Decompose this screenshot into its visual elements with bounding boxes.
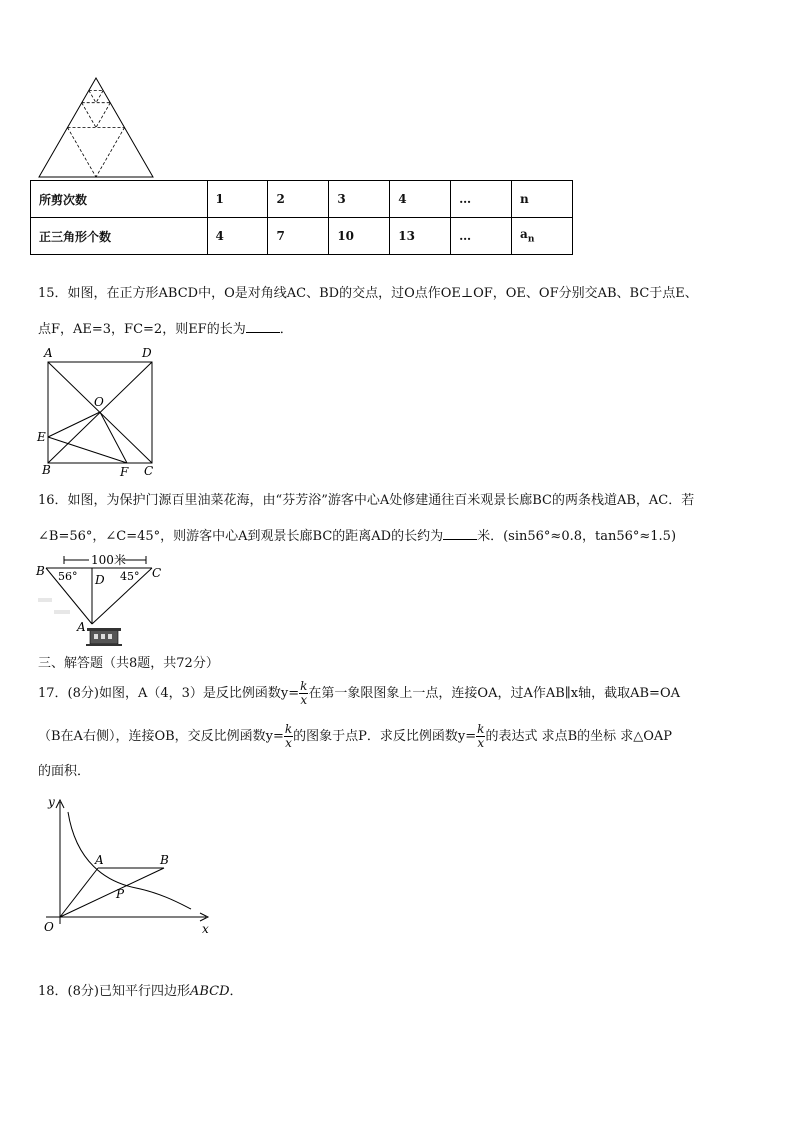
origin-label: O: [44, 920, 54, 934]
q16-line2-end: 米．(sin56°≈0.8，tan56°≈1.5): [477, 529, 677, 544]
q17-text: 的表达式 求点B的坐标 求△OAP: [485, 728, 673, 744]
q17-text: 的图象于点P．求反比例函数y=: [293, 728, 477, 744]
label-B: B: [42, 463, 51, 477]
section-heading: 三、解答题（共8题，共72分）: [38, 656, 219, 671]
label-O: O: [94, 395, 104, 409]
q18-line: [38, 985, 760, 998]
distance-label: 100米: [91, 553, 126, 567]
frac-num: k: [300, 678, 308, 693]
table-cell: 正三角形个数: [31, 218, 208, 255]
point-P-label: P: [116, 887, 125, 901]
q16-line2-text: ∠B=56°，∠C=45°，则游客中心A到观景长廊BC的距离AD的长约为: [38, 529, 444, 544]
label-C: C: [144, 464, 154, 478]
axis-y-label: y: [48, 795, 55, 809]
table-row: [31, 181, 573, 218]
q16-line2: [38, 527, 760, 543]
label-F: F: [120, 465, 129, 479]
table-cell: …: [451, 218, 512, 255]
fraction-k-over-x: [299, 680, 308, 706]
table-cell: 7: [268, 218, 329, 255]
inverse-function-figure: [36, 792, 216, 936]
angle-C-label: 45°: [120, 570, 140, 583]
table-cell: 4: [390, 181, 451, 218]
q17-text: 17．(8分)如图，A（4，3）是反比例函数y=: [38, 685, 300, 701]
q16-line1: 16．如图，为保护门源百里油菜花海，由“芬芳浴”游客中心A处修建通往百米观景长廊BC的两条栈道AB，AC．若: [38, 493, 695, 508]
table-cell: n: [512, 181, 573, 218]
q17-line3: 的面积．: [38, 764, 91, 779]
table-cell: 1: [207, 181, 268, 218]
point-B-label: B: [160, 853, 169, 867]
q18-math: ABCD: [189, 984, 230, 999]
table-cell: 3: [329, 181, 390, 218]
q17-text: （B在A右侧），连接OB，交反比例函数y=: [38, 728, 284, 744]
a-n-subscript: n: [527, 234, 535, 245]
axis-x-label: x: [202, 922, 209, 936]
label-C: C: [152, 566, 162, 580]
q15-line2-text: 点F，AE=3，FC=2，则EF的长为: [38, 322, 246, 337]
q18-text: 18．(8分)已知平行四边形: [38, 984, 190, 999]
table-cell: [512, 218, 573, 255]
label-D: D: [142, 346, 152, 360]
frac-den: x: [300, 692, 308, 707]
table-cell: …: [451, 181, 512, 218]
label-A: A: [44, 346, 53, 360]
label-D: D: [95, 573, 105, 587]
frac-num: k: [284, 721, 293, 736]
answer-blank: [246, 320, 280, 333]
label-B: B: [36, 564, 45, 578]
fraction-k-over-x: [476, 723, 485, 749]
triangle-figure: [36, 74, 158, 180]
q17-line2: [38, 719, 760, 753]
frac-num: k: [477, 721, 485, 736]
cut-count-table: [30, 180, 573, 255]
q17-line1: [38, 678, 760, 708]
table-cell: 13: [390, 218, 451, 255]
answer-blank: [443, 527, 477, 540]
q15-line2-end: ．: [279, 322, 293, 337]
frac-den: x: [285, 735, 292, 750]
point-A-label: A: [95, 853, 104, 867]
label-A: A: [77, 620, 86, 634]
fraction-k-over-x: [284, 723, 293, 749]
q15-line2: [38, 320, 760, 336]
walkway-figure: [34, 548, 174, 650]
q15-line1: 15．如图，在正方形ABCD中，O是对角线AC、BD的交点，过O点作OE⊥OF，OE、OF分别交AB、BC于点E、: [38, 286, 698, 301]
q18-end: ．: [229, 984, 243, 999]
table-cell: 2: [268, 181, 329, 218]
table-row: [31, 218, 573, 255]
a-n-symbol: a: [520, 227, 528, 242]
q17-text: 在第一象限图象上一点，连接OA，过A作AB∥x轴，截取AB=OA: [308, 685, 680, 701]
table-cell: 4: [207, 218, 268, 255]
visitor-center-icon: [86, 628, 122, 646]
angle-B-label: 56°: [58, 570, 78, 583]
table-cell: 所剪次数: [31, 181, 208, 218]
square-figure: [34, 343, 164, 479]
frac-den: x: [477, 735, 485, 750]
label-E: E: [37, 430, 46, 444]
table-cell: 10: [329, 218, 390, 255]
